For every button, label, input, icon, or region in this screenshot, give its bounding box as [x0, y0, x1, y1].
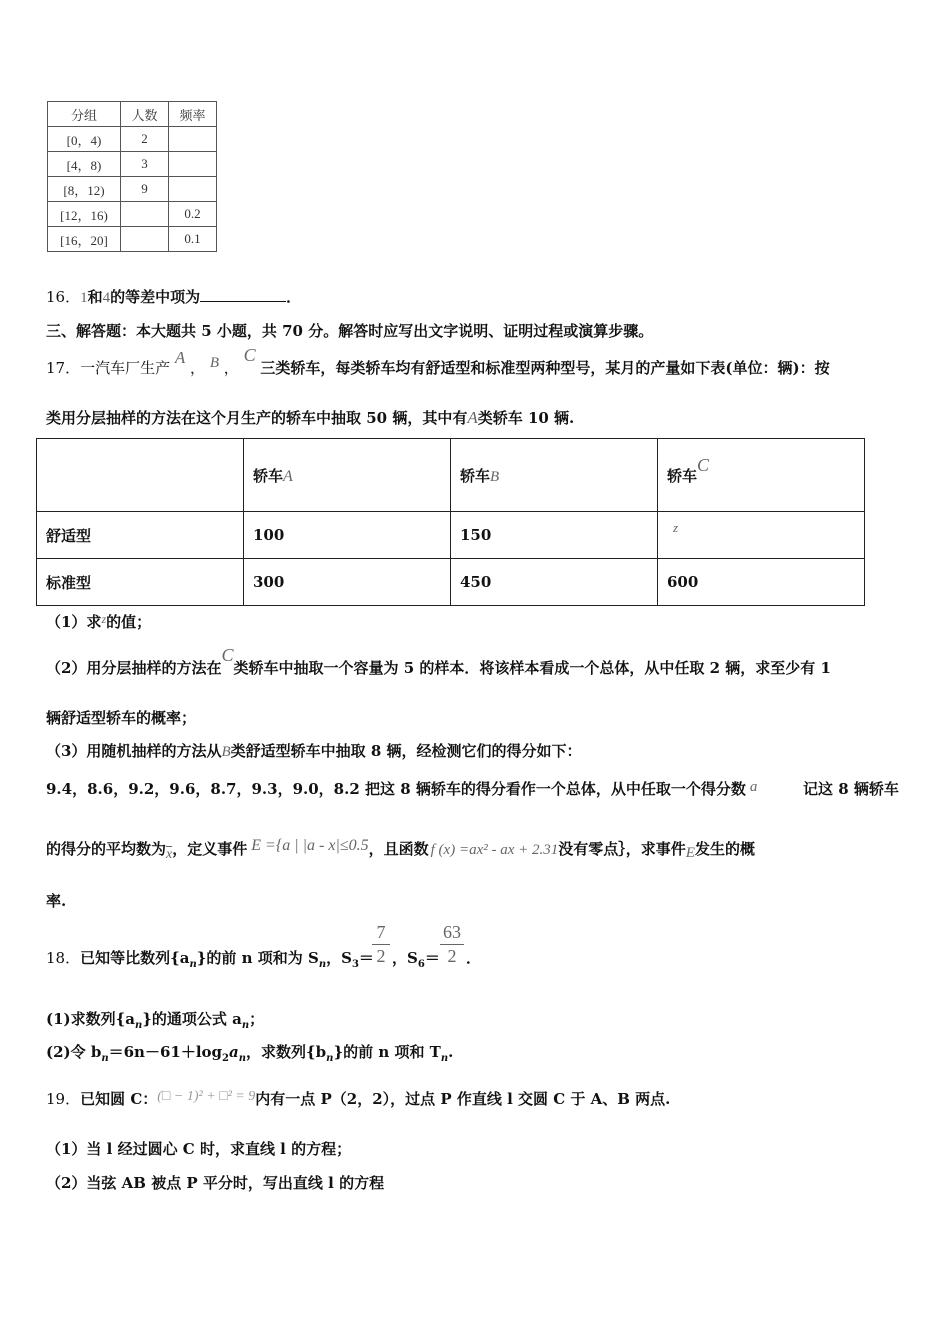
table-header-cell: 人数: [121, 102, 169, 127]
header-label: 轿车: [460, 466, 491, 485]
text: ，: [223, 359, 239, 377]
text: (1)求数列{a: [46, 1010, 135, 1028]
var-A: A: [174, 348, 186, 367]
fraction-bar: [372, 944, 390, 945]
table-header-cell: [658, 439, 865, 512]
section-heading: 三、解答题：本大题共 5 小题，共 70 分。解答时应写出文字说明、证明过程或演算步骤。: [46, 322, 654, 340]
q18-part1: [46, 1008, 264, 1031]
table-cell: 150: [451, 512, 658, 559]
question-number: 18．: [46, 949, 81, 967]
var-A: A: [283, 467, 293, 485]
question-16: [46, 286, 301, 307]
q19-part1: （1）当 l 经过圆心 C 时，求直线 l 的方程；: [46, 1140, 352, 1158]
table-row: [48, 177, 217, 202]
table-row: [48, 202, 217, 227]
table-cell: [169, 152, 217, 177]
subscript: n: [241, 1020, 250, 1031]
text: 类舒适型轿车中抽取 8 辆，经检测它们的得分如下：: [230, 742, 582, 760]
text: 已知等比数列{a: [80, 949, 190, 967]
table-cell: 300: [244, 559, 451, 606]
table-header-cell: 频率: [169, 102, 217, 127]
q17-part2-line2: 辆舒适型轿车的概率；: [46, 709, 197, 727]
table-cell: [0，4): [48, 127, 121, 152]
text: 发生的概: [694, 840, 755, 858]
var-z: z: [101, 612, 107, 626]
q19-part2: （2）当弦 AB 被点 P 平分时，写出直线 l 的方程: [46, 1174, 385, 1192]
text: ，求数列{b: [246, 1043, 327, 1061]
denominator: 2: [447, 946, 457, 966]
text: （3）用随机抽样的方法从: [46, 742, 222, 760]
question-text: 类轿车 10 辆.: [477, 409, 575, 427]
text: 类轿车中抽取一个容量为 5 的样本．将该样本看成一个总体，从中任取 2 辆，求至少有 1: [233, 659, 831, 677]
text: }的前 n 项和为 S: [196, 949, 319, 967]
table-cell: [121, 202, 169, 227]
text: （2）用分层抽样的方法在: [46, 659, 222, 677]
q17-scores-tail: 记这 8 辆轿车: [803, 780, 899, 798]
answer-blank: [200, 287, 286, 302]
text: 的值；: [106, 613, 152, 631]
table-cell: [12，16): [48, 202, 121, 227]
question-17-line2: [46, 407, 574, 428]
var-B: B: [490, 468, 500, 485]
table-header-cell: [244, 439, 451, 512]
var-C: C: [221, 645, 234, 665]
subscript: 6: [417, 959, 425, 970]
question-text: 类用分层抽样的方法在这个月生产的轿车中抽取 50 辆，其中有: [46, 409, 468, 427]
q18-part2: [46, 1041, 453, 1064]
numerator: 7: [376, 922, 386, 942]
table-header-row: [48, 102, 217, 127]
text: 9.4，8.6，9.2，9.6，8.7，9.3，9.0，8.2 把这 8 辆轿车的得分看作一个总体，从中任取一个得分数: [46, 780, 746, 798]
text: ，: [190, 359, 206, 377]
subscript: n: [189, 959, 197, 970]
var-xbar: $\overline{x}$: [166, 847, 173, 862]
table-cell: 3: [121, 152, 169, 177]
table-cell: [4，8): [48, 152, 121, 177]
question-17-line1: [46, 345, 830, 378]
text: (2)令 b: [46, 1043, 102, 1061]
production-table: [36, 438, 865, 606]
question-text: 17．一汽车厂生产: [46, 359, 171, 377]
table-cell: 9: [121, 177, 169, 202]
text: ＝6n－61＋log: [108, 1043, 223, 1061]
text: 内有一点 P（2，2），过点 P 作直线 l 交圆 C 于 A、B 两点.: [255, 1090, 671, 1108]
q17-part1: [46, 611, 151, 632]
table-cell: [169, 177, 217, 202]
subscript: n: [238, 1053, 247, 1064]
var-B: B: [221, 744, 231, 760]
var-B: B: [209, 355, 220, 371]
table-header-cell: 分组: [48, 102, 121, 127]
table-cell: 2: [121, 127, 169, 152]
number: 1: [80, 290, 88, 306]
text: ．: [286, 288, 302, 306]
table-row: [37, 559, 865, 606]
table-cell: [169, 127, 217, 152]
text: ；: [249, 1010, 265, 1028]
var-A: A: [467, 408, 478, 427]
question-text: 三类轿车，每类轿车均有舒适型和标准型两种型号，某月的产量如下表(单位：辆)：按: [260, 359, 830, 377]
q17-event-line: [46, 837, 755, 862]
var-C: C: [697, 454, 710, 475]
text: 没有零点｝，求事件: [558, 840, 686, 858]
table-cell: 450: [451, 559, 658, 606]
table-cell: 100: [244, 512, 451, 559]
q18-s6: [392, 947, 440, 970]
subscript: n: [101, 1053, 109, 1064]
q18-end: ．: [466, 949, 482, 967]
table-cell: 0.1: [169, 227, 217, 252]
text: ，S: [392, 949, 418, 967]
header-label: 轿车: [667, 466, 698, 485]
table-cell: [8，12): [48, 177, 121, 202]
subscript: 2: [222, 1053, 230, 1064]
var-a: a: [749, 779, 758, 795]
question-18: [46, 947, 374, 970]
text: .: [448, 1043, 454, 1061]
table-cell: 舒适型: [37, 512, 244, 559]
table-cell: 0.2: [169, 202, 217, 227]
table-header-cell: [37, 439, 244, 512]
text: ＝: [424, 949, 440, 967]
var-z: z: [673, 520, 679, 535]
question-19: [46, 1088, 670, 1109]
table-header-row: [37, 439, 865, 512]
question-number: 16．: [46, 288, 81, 306]
table-cell: [16，20]: [48, 227, 121, 252]
subscript: n: [440, 1053, 449, 1064]
fraction-63-2: [440, 922, 464, 967]
table-cell: 标准型: [37, 559, 244, 606]
denominator: 2: [376, 946, 386, 966]
event-definition: E ={a | |a - x|≤0.5: [251, 837, 369, 854]
subscript: 3: [351, 959, 359, 970]
text: （1）求: [46, 613, 102, 631]
text: a: [229, 1043, 239, 1061]
header-label: 轿车: [253, 466, 284, 485]
text: 已知圆 C：: [80, 1090, 158, 1108]
fraction-7-2: [372, 922, 390, 967]
q17-scores: [46, 778, 757, 799]
text: ，且函数: [368, 840, 429, 858]
circle-equation: (□ − 1)² + □² = 9: [157, 1089, 256, 1104]
subscript: n: [326, 1053, 334, 1064]
number: 4: [102, 290, 111, 306]
table-row: [48, 152, 217, 177]
q17-end: 率.: [46, 892, 67, 910]
var-E: E: [685, 845, 695, 861]
q17-part3: [46, 740, 582, 761]
table-cell: [658, 512, 865, 559]
subscript: n: [135, 1020, 143, 1031]
table-header-cell: [451, 439, 658, 512]
text: 和: [87, 288, 103, 306]
fraction-bar: [440, 944, 464, 945]
table-row: [37, 512, 865, 559]
function-expression: f (x) =ax² - ax + 2.31: [430, 842, 559, 858]
q17-part2: [46, 645, 831, 678]
subscript: n: [318, 959, 327, 970]
table-row: [48, 227, 217, 252]
text: ＝: [358, 949, 374, 967]
question-number: 19．: [46, 1090, 81, 1108]
text: ，S: [326, 949, 352, 967]
text: }的通项公式 a: [142, 1010, 242, 1028]
frequency-table: [47, 101, 217, 252]
var-C: C: [243, 345, 256, 365]
text: }的前 n 项和 T: [333, 1043, 441, 1061]
text: ，定义事件: [172, 840, 248, 858]
table-cell: [121, 227, 169, 252]
table-cell: 600: [658, 559, 865, 606]
text: 的等差中项为: [110, 288, 201, 306]
numerator: 63: [443, 922, 461, 942]
text: 的得分的平均数为: [46, 840, 167, 858]
table-row: [48, 127, 217, 152]
